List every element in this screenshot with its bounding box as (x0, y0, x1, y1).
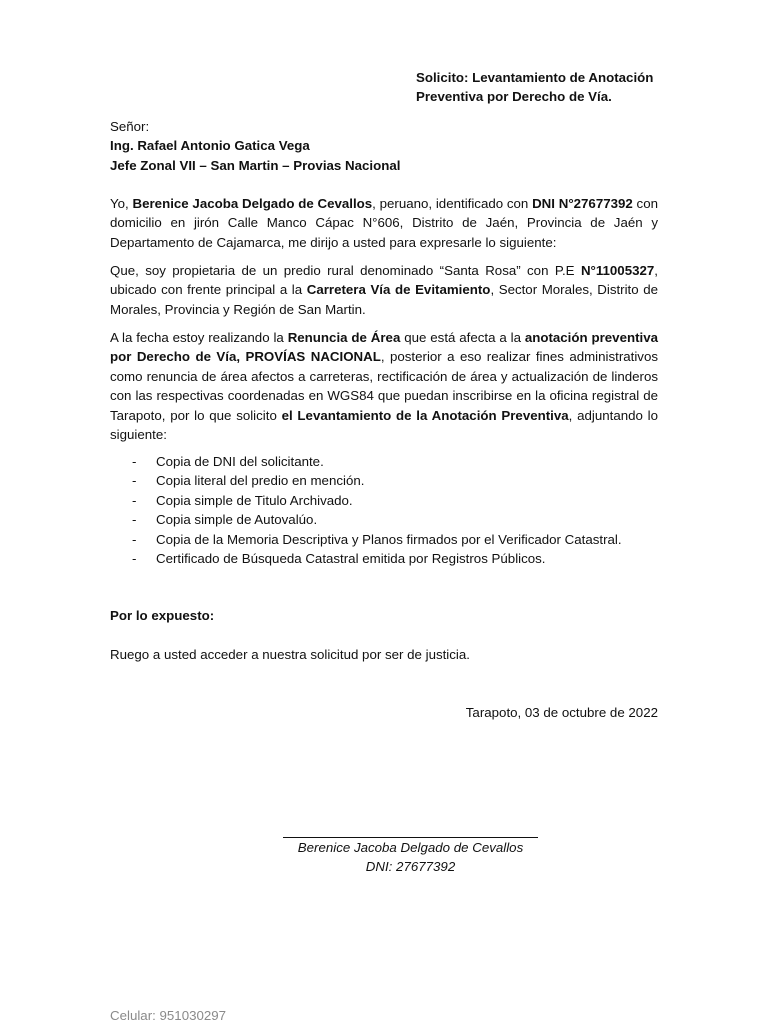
p3-text-4: , adjuntando lo siguiente: (110, 407, 659, 443)
closing-text: Ruego a usted acceder a nuestra solicitud por ser de justicia. (110, 647, 470, 662)
bullet-dash: - (132, 512, 137, 528)
list-item (110, 452, 670, 471)
p3-bold-2: anotación preventiva por Derecho de Vía, PROVÍAS NACIONAL (110, 330, 659, 365)
p3-text-1: A la fecha estoy realizando la (110, 330, 288, 345)
p3-text-3: , posterior a eso realizar fines administrativos como renuncia de área afectos a carreteras, rectificación de área y actualización de linderos con las respectivas coordenadas en WGS84 que puedan inscribirse en la oficina registral de Tarapoto, por lo que solicito (110, 349, 658, 423)
salutation: Señor: (110, 119, 150, 134)
recipient-name: Ing. Rafael Antonio Gatica Vega (110, 138, 310, 154)
list-item (110, 491, 670, 510)
recipient-position: Jefe Zonal VII – San Martin – Provias Nacional (110, 157, 401, 173)
recipient-block (110, 117, 670, 175)
signer-dni: DNI: 27677392 (365, 859, 456, 874)
list-item-text: Copia de DNI del solicitante. (156, 454, 324, 469)
p3-bold-1: Renuncia de Área (287, 330, 401, 345)
list-item-text: Copia simple de Autovalúo. (156, 512, 318, 528)
p1-text-3: con domicilio en jirón Calle Manco Cápac N°606, Distrito de Jaén, Provincia de Jaén y Departamento de Cajamarca, me dirijo a usted para expresarle lo siguiente: (110, 196, 658, 250)
list-item (110, 510, 670, 529)
p1-text-1: Yo, (110, 196, 133, 211)
p1-text-2: , peruano, identificado con (372, 196, 533, 211)
list-item (110, 471, 670, 490)
list-item (110, 549, 670, 568)
p2-text-3: , Sector Morales, Distrito de Morales, Provincia y Región de San Martin. (110, 282, 659, 317)
bullet-dash: - (132, 473, 137, 489)
bullet-dash: - (132, 551, 137, 567)
subject-block (416, 68, 716, 107)
property-entry-number: N°11005327 (580, 263, 655, 278)
place-date: Tarapoto, 03 de octubre de 2022 (465, 705, 658, 720)
list-item (110, 530, 670, 549)
attachments-list (110, 452, 670, 568)
bullet-dash: - (132, 454, 137, 469)
bullet-dash: - (132, 492, 137, 508)
applicant-dni: DNI N°27677392 (532, 196, 633, 211)
paragraph-property (110, 261, 658, 319)
subject-line-2: Preventiva por Derecho de Vía. (416, 89, 612, 105)
bullet-dash: - (132, 531, 137, 547)
paragraph-introduction (110, 194, 658, 252)
p2-text-1: Que, soy propietaria de un predio rural denominado “Santa Rosa” con P.E (110, 263, 581, 278)
paragraph-request (110, 328, 658, 444)
subject-line-1: Solicito: Levantamiento de Anotación (416, 70, 654, 85)
p3-text-2: que está afecta a la (400, 330, 525, 345)
p3-bold-3: el Levantamiento de la Anotación Preventiva (281, 407, 569, 423)
list-item-text: Copia literal del predio en mención. (156, 473, 365, 489)
p2-text-2: , ubicado con frente principal a la (110, 263, 658, 298)
applicant-name: Berenice Jacoba Delgado de Cevallos (132, 196, 373, 211)
footer-phone: Celular: 951030297 (110, 1008, 227, 1023)
closing-heading: Por lo expuesto: (110, 608, 215, 623)
list-item-text: Copia simple de Titulo Archivado. (156, 492, 353, 508)
signer-name: Berenice Jacoba Delgado de Cevallos (297, 840, 524, 855)
list-item-text: Certificado de Búsqueda Catastral emitida por Registros Públicos. (156, 551, 546, 567)
list-item-text: Copia de la Memoria Descriptiva y Planos firmados por el Verificador Catastral. (156, 531, 622, 547)
road-name: Carretera Vía de Evitamiento (306, 282, 491, 298)
